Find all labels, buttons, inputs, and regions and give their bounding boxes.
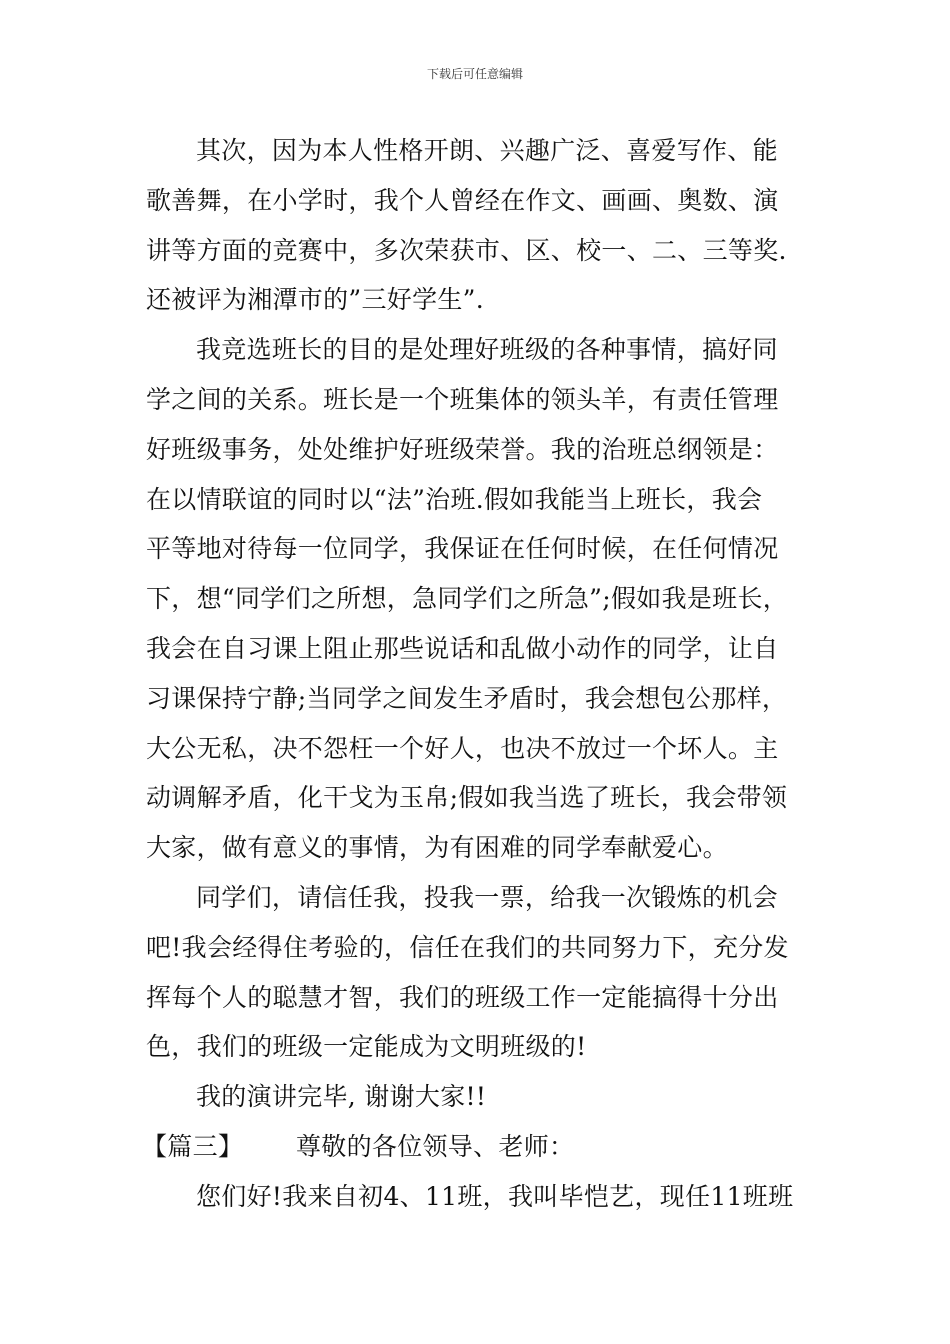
text-line: 在以情联谊的同时以“法”治班.假如我能当上班长，我会 xyxy=(146,484,763,514)
text-line: 下，想“同学们之所想，急同学们之所急”;假如我是班长， xyxy=(146,584,789,614)
page-header: 下载后可任意编辑 xyxy=(426,67,523,81)
text-line: 挥每个人的聪慧才智，我们的班级工作一定能搞得十分出 xyxy=(146,982,779,1012)
section-greeting: 尊敬的各位领导、老师： xyxy=(296,1131,575,1161)
text-line: 还被评为湘潭市的”三好学生”. xyxy=(146,285,485,315)
text-line: 您们好!我来自初4、11班，我叫毕恺艺，现任11班班 xyxy=(196,1181,794,1211)
paragraph-2 xyxy=(146,325,818,873)
text-line: 动调解矛盾，化干戈为玉帛;假如我当选了班长，我会带领 xyxy=(146,783,788,813)
text-line: 大家，做有意义的事情，为有困难的同学奉献爱心。 xyxy=(146,833,728,863)
text-line: 讲等方面的竞赛中，多次荣获市、区、校一、二、三等奖. xyxy=(146,235,787,265)
text-line: 色，我们的班级一定能成为文明班级的! xyxy=(146,1032,587,1062)
text-line: 同学们，请信任我，投我一票，给我一次锻炼的机会 xyxy=(196,882,778,912)
text-line: 我的演讲完毕, 谢谢大家!! xyxy=(196,1082,487,1112)
text-line: 歌善舞，在小学时，我个人曾经在作文、画画、奥数、演 xyxy=(146,185,779,215)
paragraph-5 xyxy=(146,1172,818,1222)
text-line: 我会在自习课上阻止那些说话和乱做小动作的同学，让自 xyxy=(146,633,779,663)
paragraph-3 xyxy=(146,873,818,1072)
text-line: 习课保持宁静;当同学之间发生矛盾时，我会想包公那样， xyxy=(146,683,788,713)
text-line: 学之间的关系。班长是一个班集体的领头羊，有责任管理 xyxy=(146,384,779,414)
paragraph-4 xyxy=(146,1072,818,1122)
text-line: 我竞选班长的目的是处理好班级的各种事情，搞好同 xyxy=(196,335,778,365)
text-line: 平等地对待每一位同学，我保证在任何时候，在任何情况 xyxy=(146,534,779,564)
text-line: 大公无私，决不怨枉一个好人，也决不放过一个坏人。主 xyxy=(146,733,779,763)
paragraph-1 xyxy=(146,126,818,325)
text-line: 吧!我会经得住考验的，信任在我们的共同努力下，充分发 xyxy=(146,932,789,962)
text-line: 其次，因为本人性格开朗、兴趣广泛、喜爱写作、能 xyxy=(196,136,778,165)
document-body xyxy=(142,126,818,1222)
text-line: 好班级事务，处处维护好班级荣誉。我的治班总纲领是： xyxy=(146,434,779,464)
section-title: 【篇三】 xyxy=(142,1131,244,1161)
section-heading-row xyxy=(142,1122,818,1172)
